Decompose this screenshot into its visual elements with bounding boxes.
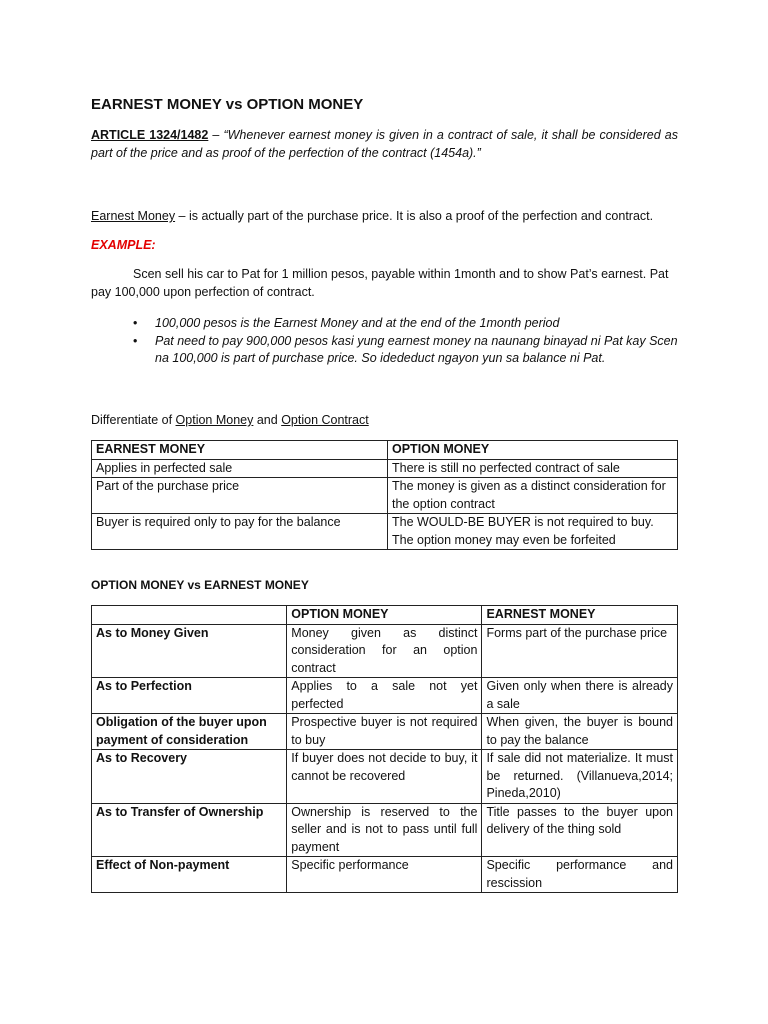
table-row — [92, 678, 678, 714]
differentiate-prefix: Differentiate of — [91, 413, 176, 427]
table-header-row — [92, 606, 678, 625]
comparison-table-title: OPTION MONEY vs EARNEST MONEY — [91, 578, 309, 592]
table-header-cell: OPTION MONEY — [388, 441, 678, 460]
article-dash: – — [208, 128, 224, 142]
row-label-cell: Effect of Non-payment — [92, 857, 287, 893]
bullet-icon: • — [133, 316, 138, 330]
earnest-money-definition — [91, 208, 678, 226]
table-cell: If sale did not materialize. It must be returned. (Villanueva,2014; Pineda,2010) — [482, 750, 678, 804]
table-cell: When given, the buyer is bound to pay the balance — [482, 714, 678, 750]
earnest-money-text: – is actually part of the purchase price. It is also a proof of the perfection and contract. — [175, 209, 654, 223]
table-cell: Prospective buyer is not required to buy — [287, 714, 482, 750]
table-row — [92, 478, 678, 514]
table-header-cell: EARNEST MONEY — [482, 606, 678, 625]
table-header-cell: EARNEST MONEY — [92, 441, 388, 460]
table-row — [92, 857, 678, 893]
differentiate-term-2: Option Contract — [281, 413, 369, 427]
table-cell: Applies to a sale not yet perfected — [287, 678, 482, 714]
table-header-cell — [92, 606, 287, 625]
table-cell: If buyer does not decide to buy, it cannot be recovered — [287, 750, 482, 804]
bullet-icon: • — [133, 333, 138, 348]
table-row — [92, 714, 678, 750]
table-cell: Specific performance — [287, 857, 482, 893]
differentiate-heading — [91, 412, 369, 430]
row-label-cell: As to Perfection — [92, 678, 287, 714]
article-reference: ARTICLE 1324/1482 — [91, 128, 209, 142]
option-vs-earnest-table — [91, 605, 678, 893]
example-scenario: Scen sell his car to Pat for 1 million pesos, payable within 1month and to show Pat’s earnest. Pat pay 100,000 upon perfection of contract. — [91, 267, 669, 299]
list-item — [133, 333, 678, 368]
list-item — [133, 315, 678, 333]
earnest-vs-option-table — [91, 440, 678, 550]
table-cell: Money given as distinct consideration for an option contract — [287, 624, 482, 678]
table-cell: The money is given as a distinct consideration for the option contract — [388, 478, 678, 514]
row-label-cell: Obligation of the buyer upon payment of consideration — [92, 714, 287, 750]
example-label: EXAMPLE: — [91, 238, 156, 252]
document-title: EARNEST MONEY vs OPTION MONEY — [91, 96, 364, 113]
table-cell: Applies in perfected sale — [92, 459, 388, 478]
table-cell: There is still no perfected contract of sale — [388, 459, 678, 478]
row-label-cell: As to Recovery — [92, 750, 287, 804]
earnest-money-term: Earnest Money — [91, 209, 176, 223]
article-quote: “Whenever earnest money is given in a contract of sale, it shall be considered as part of the price and as proof of the perfection of the contract (1454a).” — [91, 128, 678, 160]
table-header-row — [92, 441, 678, 460]
list-item-text: Pat need to pay 900,000 pesos kasi yung earnest money na naunang binayad ni Pat kay Scen na 100,000 is part of purchase price. So idededuct ngayon yun sa balance ni Pat. — [155, 333, 678, 365]
table-cell: Forms part of the purchase price — [482, 624, 678, 678]
table-cell: Given only when there is already a sale — [482, 678, 678, 714]
article-paragraph — [91, 127, 678, 162]
table-header-cell: OPTION MONEY — [287, 606, 482, 625]
table-row — [92, 459, 678, 478]
table-cell: Part of the purchase price — [92, 478, 388, 514]
table-cell: Specific performance and rescission — [482, 857, 678, 893]
table-row — [92, 803, 678, 857]
row-label-cell: As to Money Given — [92, 624, 287, 678]
table-row — [92, 624, 678, 678]
example-bullet-list — [91, 315, 678, 368]
differentiate-term-1: Option Money — [175, 413, 254, 427]
table-cell: Title passes to the buyer upon delivery of the thing sold — [482, 803, 678, 857]
row-label-cell: As to Transfer of Ownership — [92, 803, 287, 857]
table-cell: Buyer is required only to pay for the balance — [92, 514, 388, 550]
table-row — [92, 514, 678, 550]
table-row — [92, 750, 678, 804]
differentiate-mid: and — [253, 413, 282, 427]
list-item-text: 100,000 pesos is the Earnest Money and at the end of the 1month period — [155, 316, 560, 330]
table-cell: Ownership is reserved to the seller and is not to pass until full payment — [287, 803, 482, 857]
table-cell: The WOULD-BE BUYER is not required to buy. The option money may even be forfeited — [388, 514, 678, 550]
